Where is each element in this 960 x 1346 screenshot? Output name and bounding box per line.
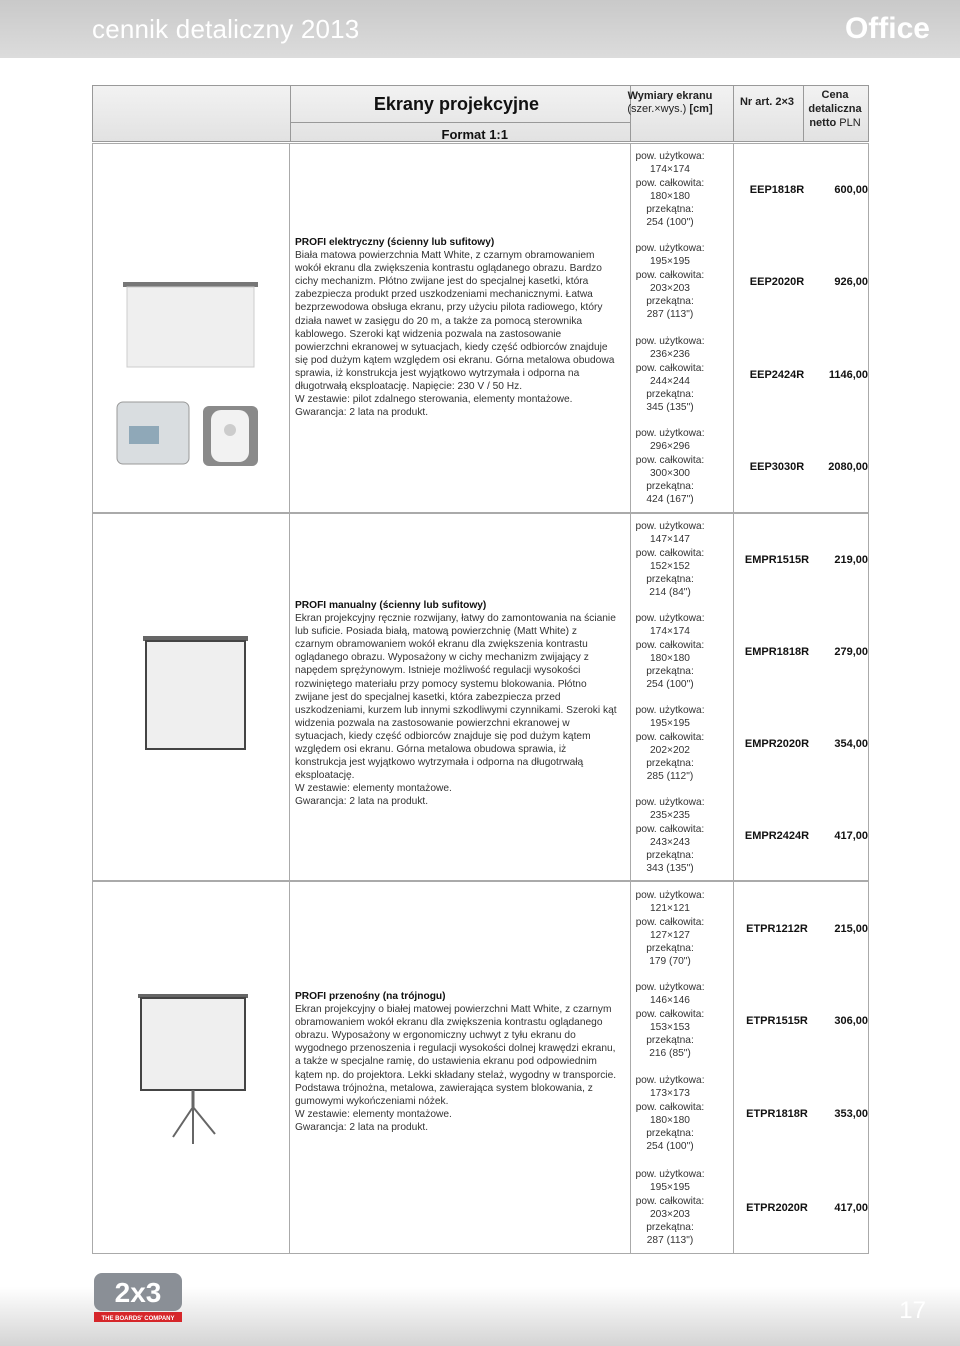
row-code: ETPR1212R	[746, 923, 808, 935]
row-price: 353,00	[834, 1108, 868, 1120]
tripod-screen-image	[93, 882, 290, 1255]
table-header	[92, 85, 869, 142]
section-title: Ekrany projekcyjne	[373, 94, 539, 114]
dims-header: Wymiary ekranu (szer.×wys.) [cm]	[627, 90, 713, 115]
row-price: 354,00	[834, 738, 868, 750]
row-code: EMPR2020R	[744, 738, 810, 750]
top-banner	[0, 0, 960, 58]
product-image-cell	[93, 514, 290, 880]
row-price: 2080,00	[828, 461, 868, 473]
product-description: PROFI elektryczny (ścienny lub sufitowy) Biała matowa powierzchnia Matt White, z czarnym obramowaniem wokół ekranu dla zwiększenia kontrastu oglądanego obrazu. Bardzo cichy mechanizm. Płótno zwijane jest do specjalnej kasetki, która zabezpiecza produkt przed uszkodzeniami mechanicznymi. Łatwa bezprzewodowa obsługa ekranu, przy użyciu pilota radiowego, który działa nawet w zasięgu do 20 m, a także za pomocą sterownika kablowego. Szeroki kąt widzenia pozwala na zastosowanie powierzchni ekranowej w sytuacjach, kiedy część odbiorców znajduje się pod dużym kątem względem osi ekranu. Górna metalowa obudowa sprawia, iż konstrukcja jest wyjątkowo wytrzymała i odporna na długotrwałą eksploatację. Napięcie: 230 V / 50 Hz. W zestawie: pilot zdalnego sterowania, elementy montażowe. Gwarancja: 2 lata na produkt.	[295, 237, 615, 419]
row-price: 279,00	[834, 646, 868, 658]
product-description: PROFI manualny (ścienny lub sufitowy) Ekran projekcyjny ręcznie rozwijany, łatwy do zamontowania na ścianie lub suficie. Posiada białą, matową powierzchnię (Matt White) z czarnym obramowaniem wokół ekranu dla zwiększenia kontrastu oglądanego obrazu. Wyposażony w cichy mechanizm zwijający z napędem sprężynowym. Istnieje możliwość regulacji wysokości rozwiniętego materiału przy pomocy systemu blokowania. Płótno zwijane jest do specjalnej kasetki, która zabezpiecza przed uszkodzeniami, kurzem lub innymi szkodliwymi czynnikami. Szeroki kąt widzenia pozwala na zastosowanie powierzchni ekranowej w sytuacjach, kiedy część odbiorców znajduje się pod dużym kątem względem osi ekranu. Górna metalowa obudowa sprawia, iż konstrukcja jest wyjątkowo wytrzymała i odporna na długotrwałą eksploatację. W zestawie: elementy montażowe. Gwarancja: 2 lata na produkt.	[295, 600, 617, 808]
product-image-cell	[93, 882, 290, 1253]
nr-header: Nr art. 2×3	[739, 96, 795, 108]
electric-screen-image	[93, 144, 290, 514]
catalog-title: cennik detaliczny 2013	[92, 14, 360, 44]
row-price: 926,00	[834, 276, 868, 288]
svg-text:THE BOARDS' COMPANY: THE BOARDS' COMPANY	[101, 1316, 175, 1322]
row-price: 1146,00	[828, 369, 868, 381]
manual-screen-image	[93, 514, 290, 882]
row-price: 306,00	[834, 1015, 868, 1027]
row-code: EEP2424R	[749, 369, 805, 381]
product-description: PROFI przenośny (na trójnogu) Ekran projekcyjny o białej matowej powierzchni Matt White, z czarnym obramowaniem wokół ekranu dla zwiększenia kontrastu oglądanego obrazu. Wyposażony w ergonomiczny uchwyt z tyłu ekranu do wygodnego przenoszenia i regulacji wysokości dolnej krawędzi ekranu, a także w specjalne ramię, do ustawienia ekranu pod odpowiednim kątem np. do projektora. Lekki składany stelaż, wygodny w transporcie. Podstawa trójnożna, metalowa, zawierająca system blokowania, z gumowymi wykończeniami nóżek. W zestawie: elementy montażowe. Gwarancja: 2 lata na produkt.	[295, 991, 617, 1133]
row-price: 417,00	[834, 1202, 868, 1214]
row-dims: pow. użytkowa: 174×174 pow. całkowita: 180×180 przekątna: 254 (100")	[635, 151, 705, 229]
row-code: ETPR1818R	[746, 1108, 808, 1120]
row-code: EMPR2424R	[744, 830, 810, 842]
product-image-cell	[93, 144, 290, 512]
brand-office: Office	[844, 12, 930, 45]
row-price: 215,00	[834, 923, 868, 935]
row-code: EEP2020R	[749, 276, 805, 288]
svg-text:2x3: 2x3	[114, 1277, 162, 1308]
row-code: EMPR1515R	[744, 554, 810, 566]
row-code: EMPR1818R	[744, 646, 810, 658]
format-label: Format 1:1	[441, 127, 508, 142]
row-price: 219,00	[834, 554, 868, 566]
row-code: EEP1818R	[749, 184, 805, 196]
row-code: ETPR1515R	[746, 1015, 808, 1027]
page-number: 17	[899, 1297, 926, 1324]
brand-logo	[94, 1273, 182, 1323]
price-header: Cena detaliczna netto PLN	[808, 89, 862, 129]
row-code: EEP3030R	[749, 461, 805, 473]
row-price: 417,00	[834, 830, 868, 842]
row-code: ETPR2020R	[746, 1202, 808, 1214]
row-price: 600,00	[834, 184, 868, 196]
